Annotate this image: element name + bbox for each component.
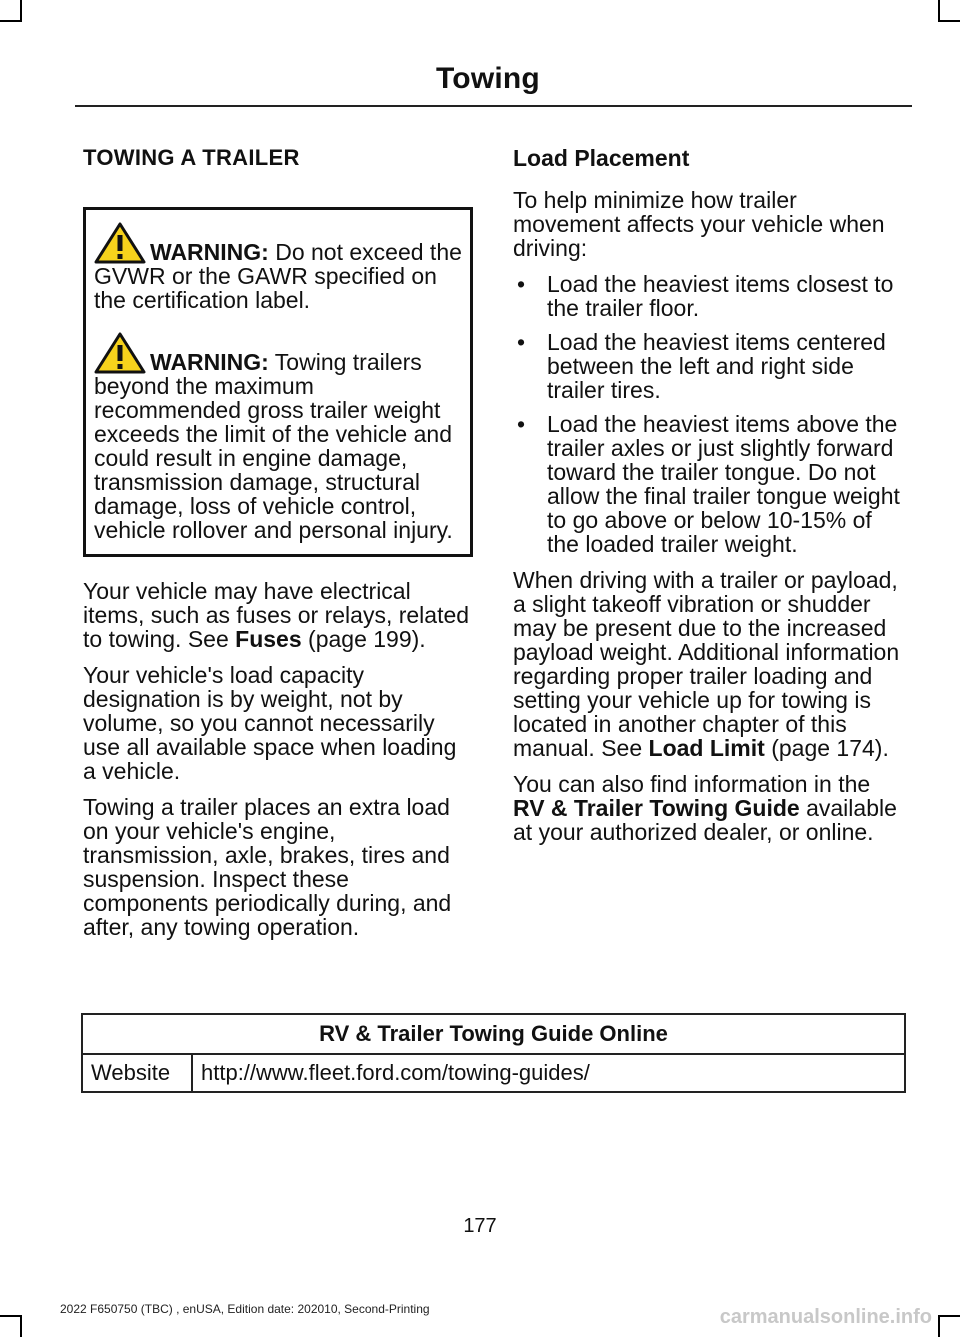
- crop-mark: [0, 20, 22, 22]
- list-item-text: Load the heaviest items centered between the left and right side trailer tires.: [547, 329, 886, 403]
- table-title: RV & Trailer Towing Guide Online: [82, 1014, 905, 1054]
- warning-label: WARNING:: [150, 349, 269, 375]
- crop-mark: [938, 1315, 940, 1337]
- paragraph-text: Your vehicle may have electrical items, such as fuses or relays, related to towing. See: [83, 578, 470, 652]
- warning-triangle-icon: [94, 332, 146, 374]
- table-cell-key: Website: [82, 1054, 192, 1092]
- warning-text: Towing trailers beyond the maximum recommended gross trailer weight exceeds the limit of the vehicle and could result in engine damage, transmission damage, structural damage, loss of vehicle control, vehicle rollover and personal injury.: [94, 349, 453, 543]
- right-column: [513, 145, 908, 856]
- page-reference: (page 199).: [301, 626, 426, 652]
- cross-reference-link[interactable]: Load Limit: [648, 735, 765, 761]
- list-item-text: Load the heaviest items closest to the trailer floor.: [547, 271, 894, 321]
- header-divider: [75, 105, 912, 107]
- guide-reference: RV & Trailer Towing Guide: [513, 795, 800, 821]
- paragraph-load-capacity: Your vehicle's load capacity designation is by weight, not by volume, so you cannot necessarily use all available space when loading a vehicle.: [83, 662, 457, 784]
- table-row: [82, 1054, 905, 1092]
- table-header-row: [82, 1014, 905, 1054]
- paragraph-text: You can also find information in the: [513, 771, 871, 797]
- warning-box: [83, 207, 473, 557]
- crop-mark: [0, 1315, 22, 1317]
- warning-label: WARNING:: [150, 239, 269, 265]
- towing-guide-table: [81, 1013, 906, 1093]
- crop-mark: [20, 1315, 22, 1337]
- crop-mark: [938, 0, 940, 22]
- page-reference: (page 174).: [764, 735, 889, 761]
- crop-mark: [938, 1315, 960, 1317]
- warning-triangle-icon: [94, 222, 146, 264]
- paragraph-guide: [513, 772, 908, 844]
- paragraph-text: available at your authorized dealer, or online.: [513, 795, 897, 845]
- list-item: [513, 330, 908, 402]
- watermark: carmanualsonline.info: [719, 1306, 932, 1328]
- left-column: [83, 145, 473, 951]
- paragraph-fuses: [83, 579, 473, 651]
- page-header-title: Towing: [436, 62, 540, 95]
- list-item: [513, 412, 908, 556]
- website-link[interactable]: http://www.fleet.ford.com/towing-guides/: [192, 1054, 905, 1092]
- bullet-icon: •: [517, 329, 526, 355]
- list-item-text: Load the heaviest items above the trailer axles or just slightly forward toward the trailer tongue. Do not allow the final trailer tongue weight to go above or below 10-15% of the loaded trailer weight.: [547, 411, 900, 557]
- section-title: TOWING A TRAILER: [83, 145, 300, 170]
- paragraph-vibration: [513, 568, 908, 760]
- paragraph-towing-load: Towing a trailer places an extra load on your vehicle's engine, transmission, axle, brakes, tires and suspension. Inspect these components periodically during, and after, any towing operation.: [83, 794, 452, 940]
- bullet-list: [513, 272, 908, 556]
- warning-item: [94, 222, 462, 312]
- subsection-title: Load Placement: [513, 145, 690, 171]
- cross-reference-link[interactable]: Fuses: [235, 626, 302, 652]
- warning-item: [94, 332, 462, 542]
- footer-edition: 2022 F650750 (TBC) , enUSA, Edition date: 202010, Second-Printing: [60, 1302, 430, 1316]
- page-number: 177: [463, 1215, 497, 1237]
- crop-mark: [938, 20, 960, 22]
- bullet-icon: •: [517, 411, 526, 437]
- bullet-icon: •: [517, 271, 526, 297]
- paragraph-text: When driving with a trailer or payload, a slight takeoff vibration or shudder may be present due to the increased payload weight. Additional information regarding proper trailer loading and setting your vehicle up for towing is located in another chapter of this manual. See: [513, 567, 900, 761]
- paragraph-intro: To help minimize how trailer movement affects your vehicle when driving:: [513, 187, 885, 261]
- warning-text: Do not exceed the GVWR or the GAWR specified on the certification label.: [94, 239, 462, 313]
- list-item: [513, 272, 908, 320]
- crop-mark: [20, 0, 22, 22]
